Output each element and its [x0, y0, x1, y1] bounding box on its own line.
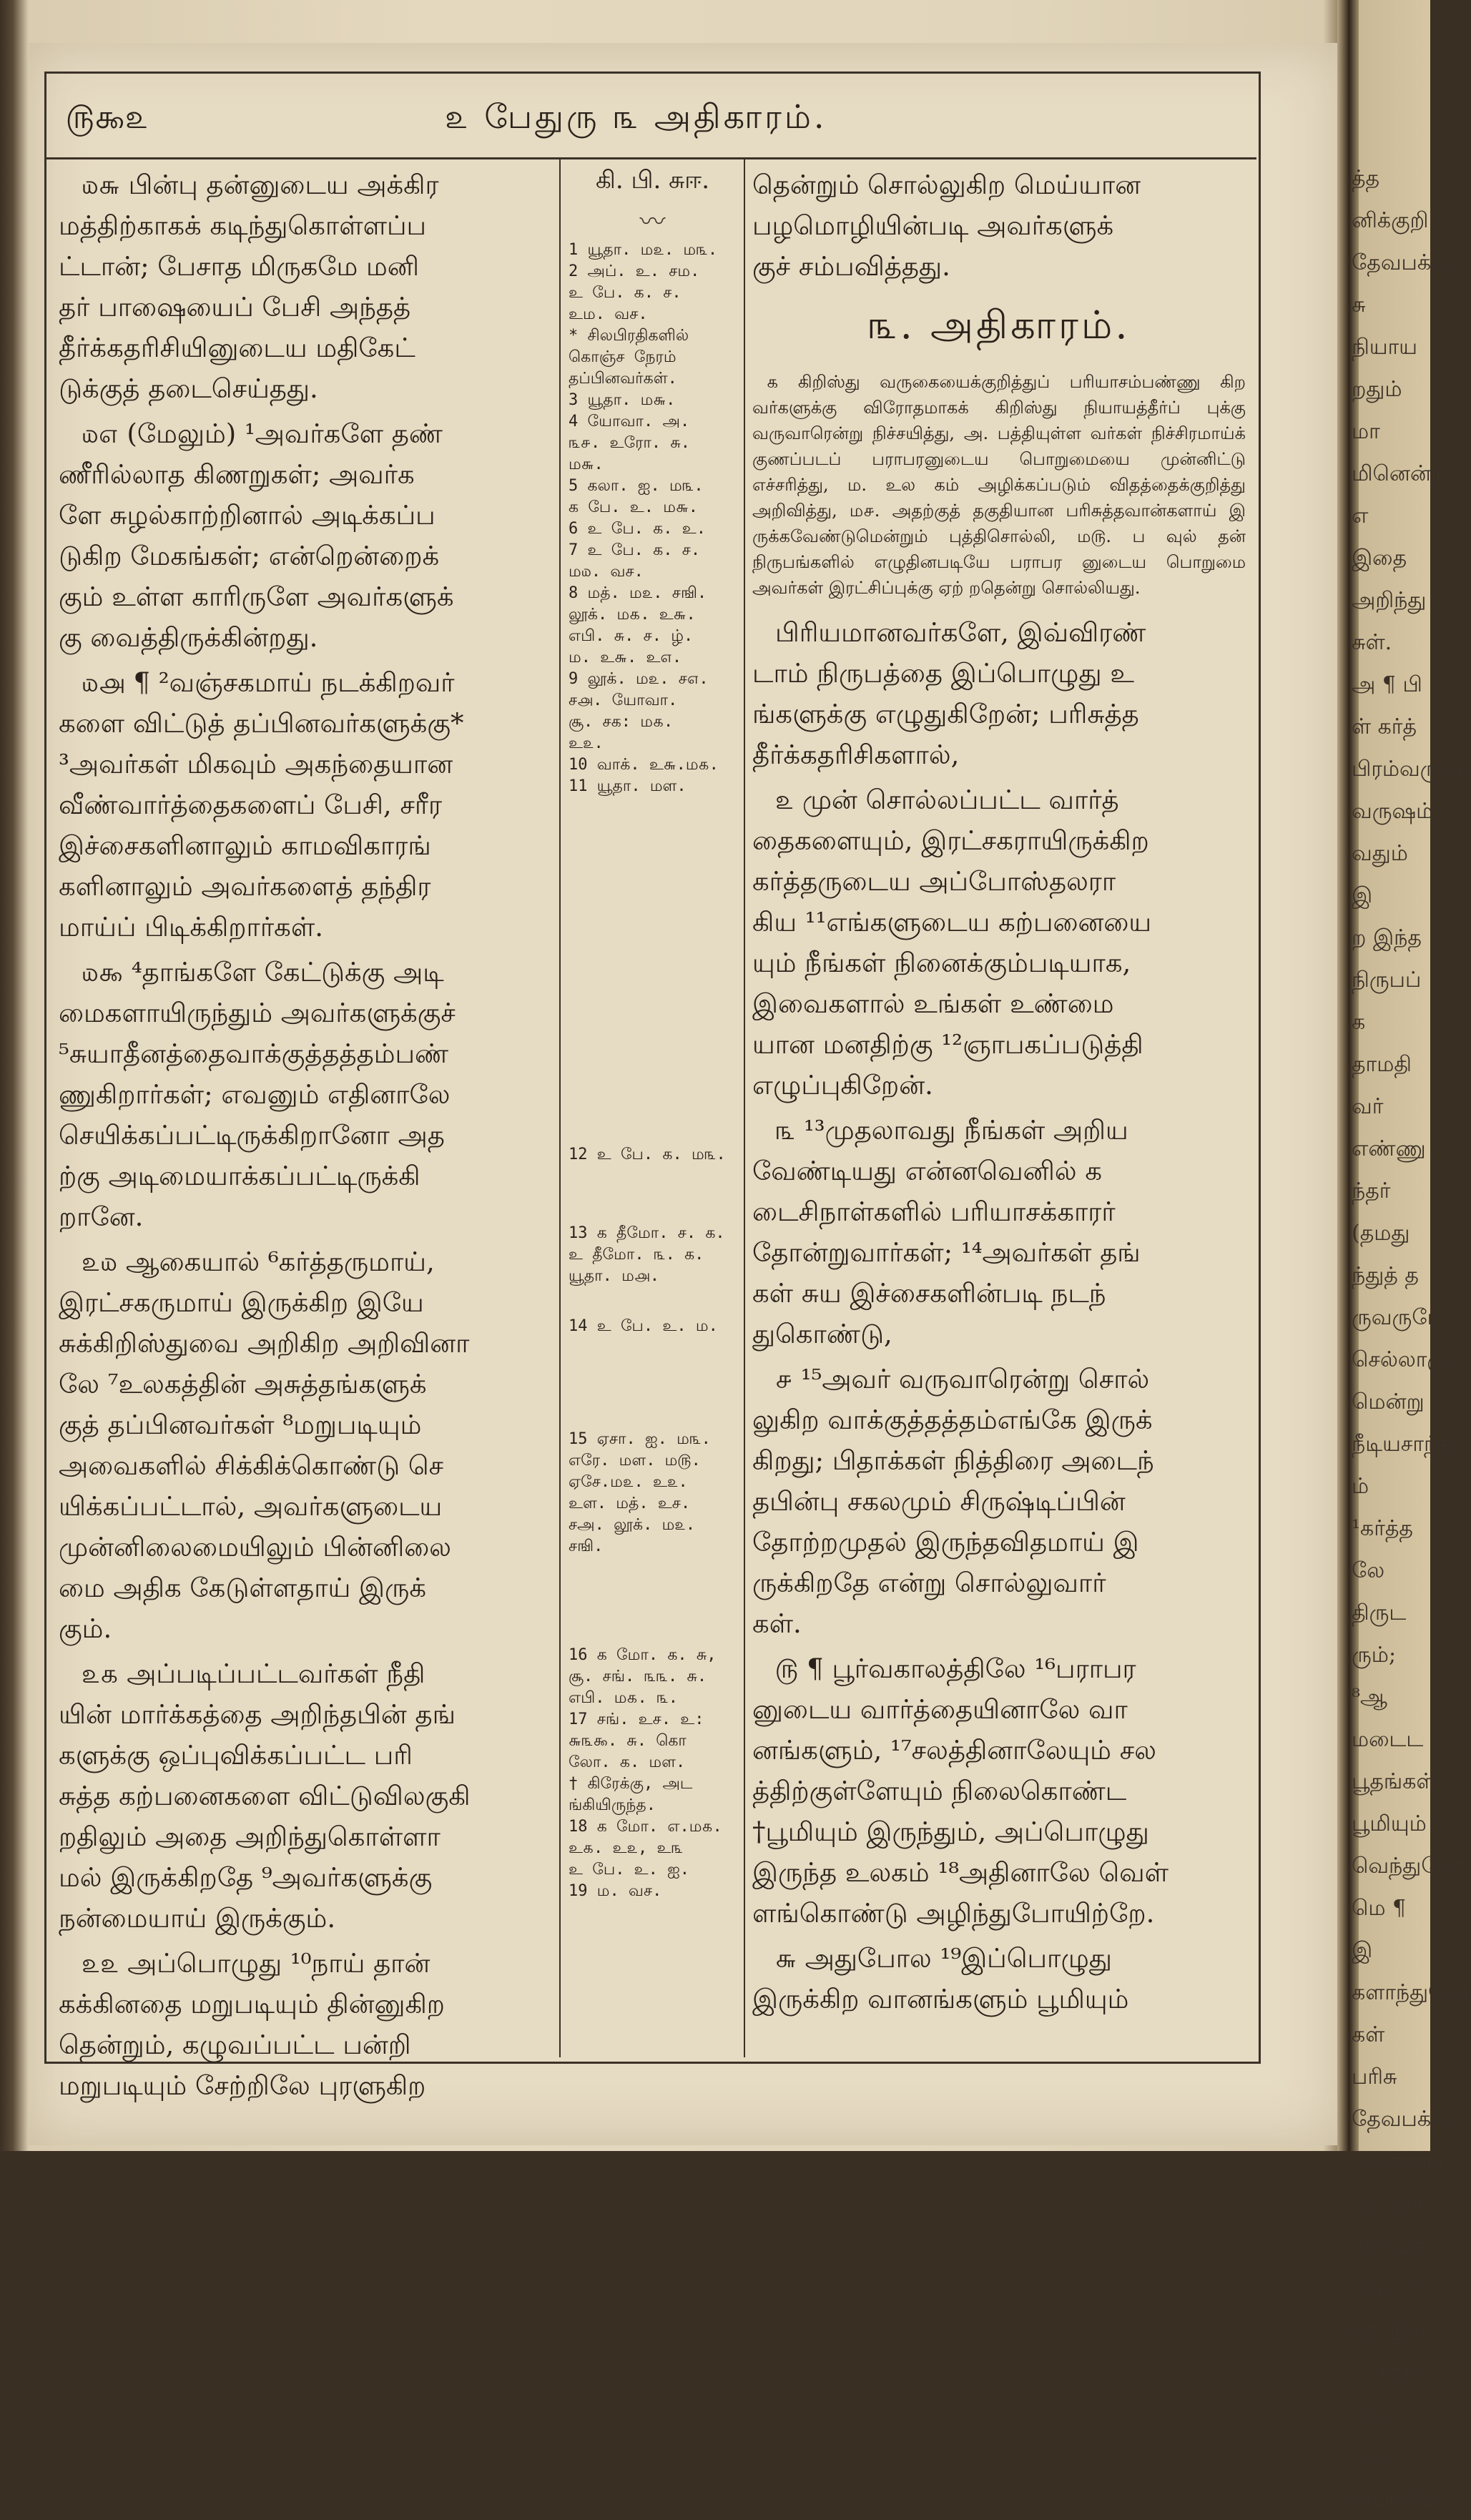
- verse-2-21: ௨௧ அப்படிப்பட்டவர்கள் நீதி யின் மார்க்கத்தை அறிந்தபின் தங் களுக்கு ஒப்புவிக்கப்பட்ட பரி சுத்த கற்பனைகளை விட்டுவிலகுகி றதிலும் அதை அறிந்துகொள்ளா மல் இருக்கிறதே ⁹அவர்களுக்கு நன்மையாய் இருக்கும்.: [59, 1658, 471, 1934]
- verse-2-19: ௰௯ ⁴தாங்களே கேட்டுக்கு அடி மைகளாயிருந்தும் அவர்களுக்குச் ⁵சுயாதீனத்தைவாக்குத்தத்தம்பண் ணுகிறார்கள்; எவனும் எதினாலே செயிக்கப்பட்டிருக்கிறானோ அத ற்கு அடிமையாக்கப்பட்டிருக்கி றானே.: [59, 957, 456, 1232]
- verse-2-22-continued: தென்றும் சொல்லுகிற மெய்யான பழமொழியின்படி அவர்களுக் குச் சம்பவித்தது.: [752, 169, 1141, 282]
- verse-3-1: பிரியமானவர்களே, இவ்விரண் டாம் நிருபத்தை இப்பொழுது உ ங்களுக்கு எழுதுகிறேன்; பரிசுத்த தீர்க்கதரிசிகளால்,: [752, 617, 1146, 770]
- adjacent-page-text: த்த னிக்குறி தேவபக்தி சு நியாய றதும் மா மினென்ற எ இதை அறிந்து சுள். அ ¶ பி ள் கர்த் பிரம்வருஷ வருஷம் வதும் இ ற இந்த நிருபப் க தாமதி வர் எண்ணு ந்தர் (தமது ந்துத் த ருவருமே செல்லாரு மென்று நீடியசாந்த ம் ¹கர்த்த லே திருட ரும்; ⁸ஆ மடைட பூதங்கள் பூமியும் வெந்துபோ மெ ¶ இ களாந்துபோ கள் பரிசு தேவபக்தி டவர்களா ம௨ வா டு,¹¹பூத ரும்; ¹² ந்து நீங் ட காத் ம௩ அவ ன்படியே: [1352, 166, 1471, 2511]
- page-number: ௫௯௨: [66, 97, 149, 136]
- verse-3-6: ௬ அதுபோல ¹⁹இப்பொழுது இருக்கிற வானங்களும் பூமியும்: [752, 1943, 1129, 2014]
- verse-2-22: ௨௨ அப்பொழுது ¹⁰நாய் தான் கக்கினதை மறுபடியும் தின்னுகிற தென்றும், கழுவப்பட்ட பன்றி மறுபடியும் சேற்றிலே புரளுகிற: [59, 1948, 445, 2101]
- column-rule-right: [744, 159, 745, 2057]
- ref-note-group: 14 உ பே. உ. ம.: [569, 1317, 718, 1335]
- cross-reference-column: [569, 164, 737, 2052]
- left-text-column: [59, 164, 552, 2101]
- ref-column-heading: கி. பி. சுஈ.: [595, 166, 710, 195]
- verse-2-20: ௨௰ ஆகையால் ⁶கர்த்தருமாய், இரட்சகருமாய் இருக்கிற இயே சுக்கிறிஸ்துவை அறிகிற அறிவினா லே ⁷உலகத்தின் அசுத்தங்களுக் குத் தப்பினவர்கள் ⁸மறுபடியும் அவைகளில் சிக்கிக்கொண்டு செ யிக்கப்பட்டால், அவர்களுடைய முன்னிலைமையிலும் பின்னிலை மை அதிக கேடுள்ளதாய் இருக் கும்.: [59, 1246, 470, 1644]
- column-rule-left: [559, 159, 561, 2057]
- page-header: [44, 72, 1256, 159]
- verse-3-2: ௨ முன் சொல்லப்பட்ட வார்த் தைகளையும், இரட்சகராயிருக்கிற கர்த்தருடைய அப்போஸ்தலரா கிய ¹¹எங்களுடைய கற்பனையை யும் நீங்கள் நினைக்கும்படியாக, இவைகளால் உங்கள் உண்மை யான மனதிற்கு ¹²ஞாபகப்படுத்தி எழுப்புகிறேன்.: [752, 784, 1152, 1101]
- ref-note-group: 13 க தீமோ. ச. க. உ தீமோ. ௩. க. யூதா. ம௮.: [569, 1224, 725, 1285]
- chapter-summary: ௧ கிறிஸ்து வருகையைக்குறித்துப் பரியாசம்பண்ணு கிற வர்களுக்கு விரோதமாகக் கிறிஸ்து நியாயத்தீர்ப் புக்கு வருவாரென்று நிச்சயித்து, அ. பத்தியுள்ள வர்கள் நிச்சிரமாய்க் குணப்படப் பராபரனுடைய பொறுமையை முன்னிட்டு எச்சரித்து, ம. உல கம் அழிக்கப்படும் விதத்தைக்குறித்து அறிவித்து, ம௪. அதற்குத் தகுதியான பரிசுத்தவான்களாய் இ ருக்கவேண்டுமென்றும் புத்திசொல்லி, ம௫. ப வுல் தன் நிருபங்களில் எழுதினபடியே பராபர னுடைய பொறுமை அவர்கள் இரட்சிப்புக்கு ஏற் றதென்று சொல்லியது.: [752, 372, 1246, 598]
- verse-2-17: ௰௭ (மேலும்) ¹அவர்களே தண் ணீரில்லாத கிணறுகள்; அவர்க ளே சுழல்காற்றினால் அடிக்கப்ப டுகிற மேகங்கள்; என்றென்றைக் கும் உள்ள காரிருளே அவர்களுக் கு வைத்திருக்கின்றது.: [59, 418, 454, 653]
- verse-2-18: ௰௮ ¶ ²வஞ்சகமாய் நடக்கிறவர் களை விட்டுத் தப்பினவர்களுக்கு* ³அவர்கள் மிகவும் அகந்தையான வீண்வார்த்தைகளைப் பேசி, சரீர இச்சைகளினாலும் காமவிகாரங் களினாலும் அவர்களைத் தந்திர மாய்ப் பிடிக்கிறார்கள்.: [59, 667, 464, 942]
- chapter-heading: ௩. அதிகாரம்.: [867, 302, 1131, 348]
- verse-3-4: ௪ ¹⁵அவர் வருவாரென்று சொல் லுகிற வாக்குத்தத்தம்எங்கே இருக் கிறது; பிதாக்கள் நித்திரை அடைந் தபின்பு சகலமும் சிருஷ்டிப்பின் தோற்றமுதல் இருந்தவிதமாய் இ ருக்கிறதே என்று சொல்லுவார் கள்.: [752, 1364, 1154, 1639]
- adjacent-page-fragment: [1352, 157, 1471, 2511]
- ref-note-group: 1 யூதா. ம௨. ம௩. 2 அப். உ. சம. உ பே. க. ச. உம. வச. * சிலபிரதிகளில் கொஞ்ச நேரம் தப்பினவர்கள். 3 யூதா. ம௬. 4 யோவா. அ. ௩௪. உரோ. சு. ம௬. 5 கலா. ஐ. ம௩. க பே. உ. ம௬. 6 உ பே. க. உ. 7 உ பே. க. ச. ம௰. வச. 8 மத். ம௨. சஙி. லூக். ம௧. உ௬. எபி. சு. ச. ழ். ம. உ௬. உ௭. 9 லூக். ம௨. ச௭. ச௮. யோவா. சூ. சக: ம௧. உ௨. 10 வாக். உ௬.ம௧. 11 யூதா. மள.: [569, 241, 719, 795]
- verse-3-3: ௩ ¹³முதலாவது நீங்கள் அறிய வேண்டியது என்னவெனில் க டைசிநாள்களில் பரியாசக்காரர் தோன்றுவார்கள்; ¹⁴அவர்கள் தங் கள் சுய இச்சைகளின்படி நடந் துகொண்டு,: [752, 1115, 1141, 1349]
- ornament-divider: 〰: [639, 207, 666, 237]
- running-title: ௨ பேதுரு ௩ அதிகாரம்.: [445, 97, 827, 136]
- right-text-column: [752, 164, 1246, 2052]
- ref-note-group: 16 க மோ. க. சு, சூ. சங். ௩௩. சு. எபி. ம௧. ௩. 17 சங். உச. உ: ௬௩௯. சு. கொ லோ. க. மள. † கிரேக்கு, அட ங்கியிருந்த. 18 க மோ. எ.ம௧. உ௧. உ௨, உ௩ உ பே. உ. ஐ. 19 ம. வச.: [569, 1646, 722, 1900]
- ref-note-group: 12 உ பே. க. ம௩.: [569, 1146, 726, 1163]
- verse-2-16: ௰௬ பின்பு தன்னுடைய அக்கிர மத்திற்காகக் கடிந்துகொள்ளப்ப ட்டான்; பேசாத மிருகமே மனி தர் பாஷையைப் பேசி அந்தத் தீர்க்கதரிசியினுடைய மதிகேட் டுக்குத் தடைசெய்தது.: [59, 169, 439, 404]
- verse-3-5: ௫ ¶ பூர்வகாலத்திலே ¹⁶பராபர னுடைய வார்த்தையினாலே வா னங்களும், ¹⁷சலத்தினாலேயும் சல த்திற்குள்ளேயும் நிலைகொண்ட †பூமியும் இருந்தும், அப்பொழுது இருந்த உலகம் ¹⁸அதினாலே வெள் ளங்கொண்டு அழிந்துபோயிற்றே.: [752, 1653, 1169, 1929]
- ref-note-group: 15 ஏசா. ஐ. ம௩. எரே. மள. ம௫. ஏசே.ம௨. உ௨. உள. மத். உச. சஅ. லூக். ம௨. சஙி.: [569, 1430, 711, 1555]
